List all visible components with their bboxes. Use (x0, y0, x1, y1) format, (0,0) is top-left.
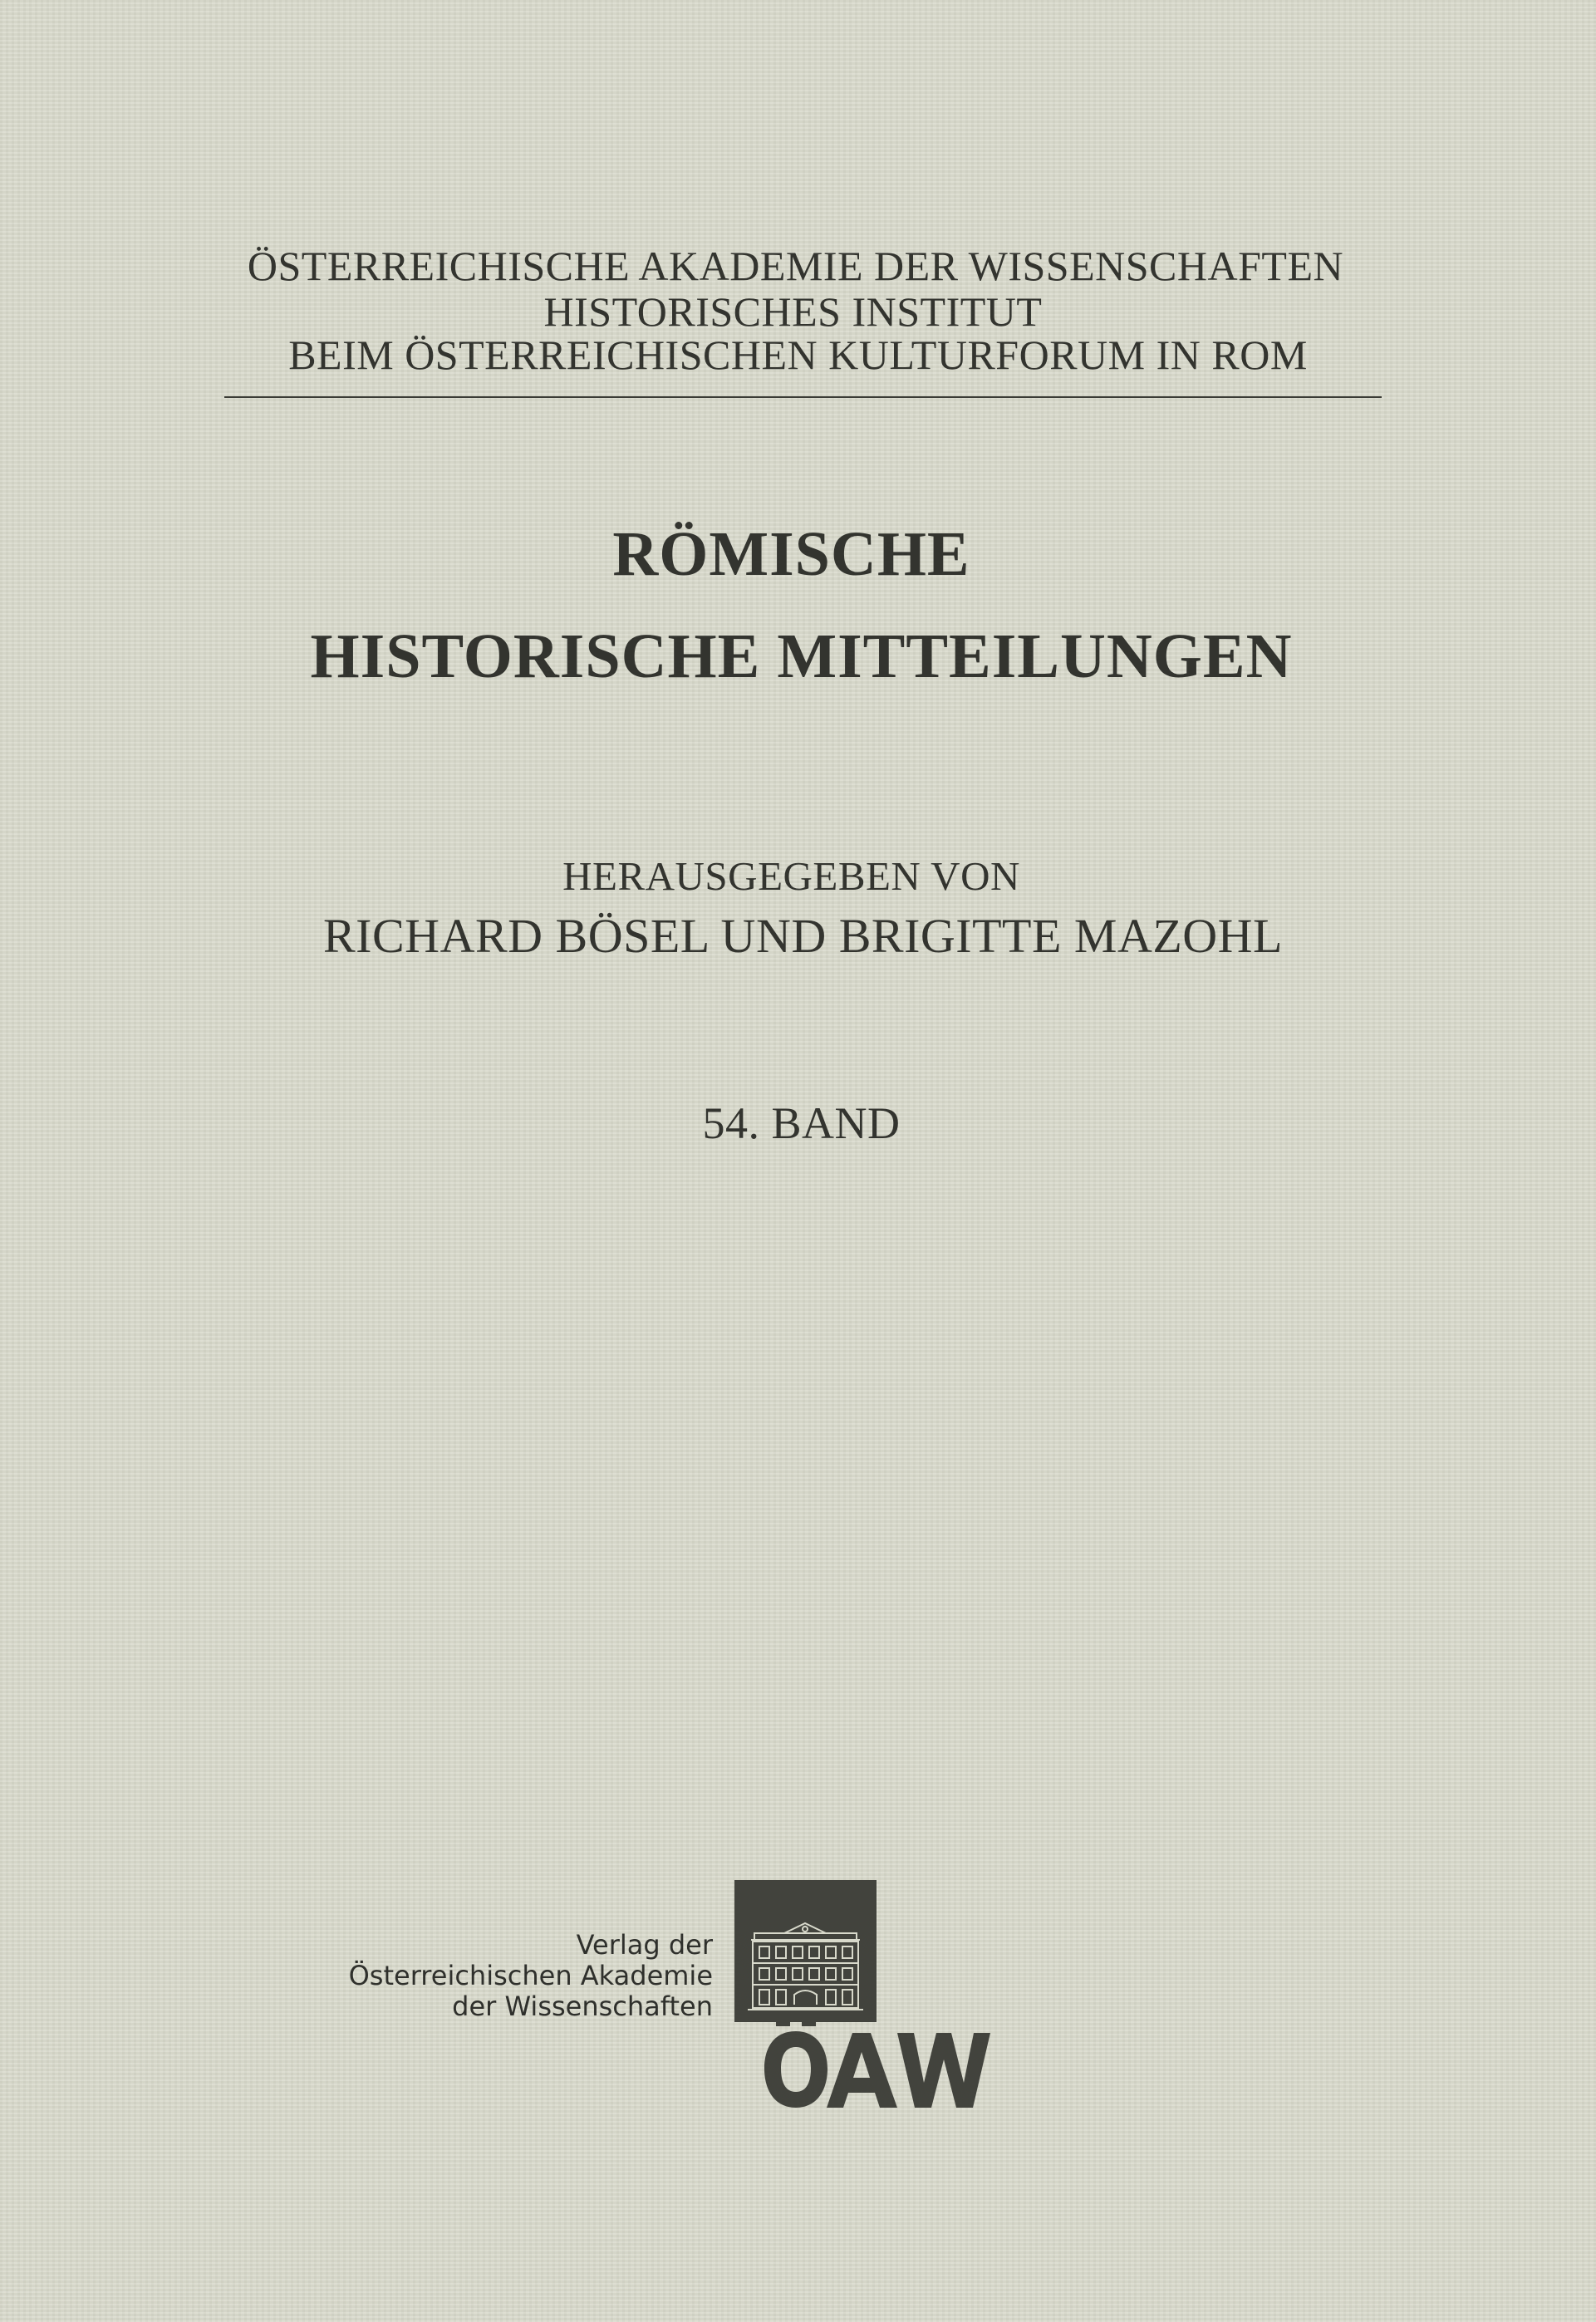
institution-line-3: BEIM ÖSTERREICHISCHEN KULTURFORUM IN ROM (288, 331, 1308, 378)
publisher-line-2: Österreichischen Akademie (348, 1960, 713, 1991)
volume-number: 54. BAND (702, 1098, 901, 1148)
academy-building-icon (734, 1880, 877, 2022)
institution-line-2: HISTORISCHES INSTITUT (543, 288, 1043, 335)
title-line-2: HISTORISCHE MITTEILUNGEN (310, 621, 1293, 691)
publisher-name (349, 1930, 713, 2022)
institution-line-1: ÖSTERREICHISCHE AKADEMIE DER WISSENSCHAFTEN (247, 243, 1344, 289)
editor-names: RICHARD BÖSEL UND BRIGITTE MAZOHL (323, 909, 1283, 963)
horizontal-rule (224, 396, 1382, 398)
title-line-1: RÖMISCHE (612, 519, 970, 589)
oaw-logo (764, 2016, 1014, 2112)
publisher-line-1: Verlag der (576, 1929, 713, 1961)
editor-label: HERAUSGEGEBEN VON (562, 853, 1020, 899)
publisher-line-3: der Wissenschaften (452, 1991, 713, 2022)
